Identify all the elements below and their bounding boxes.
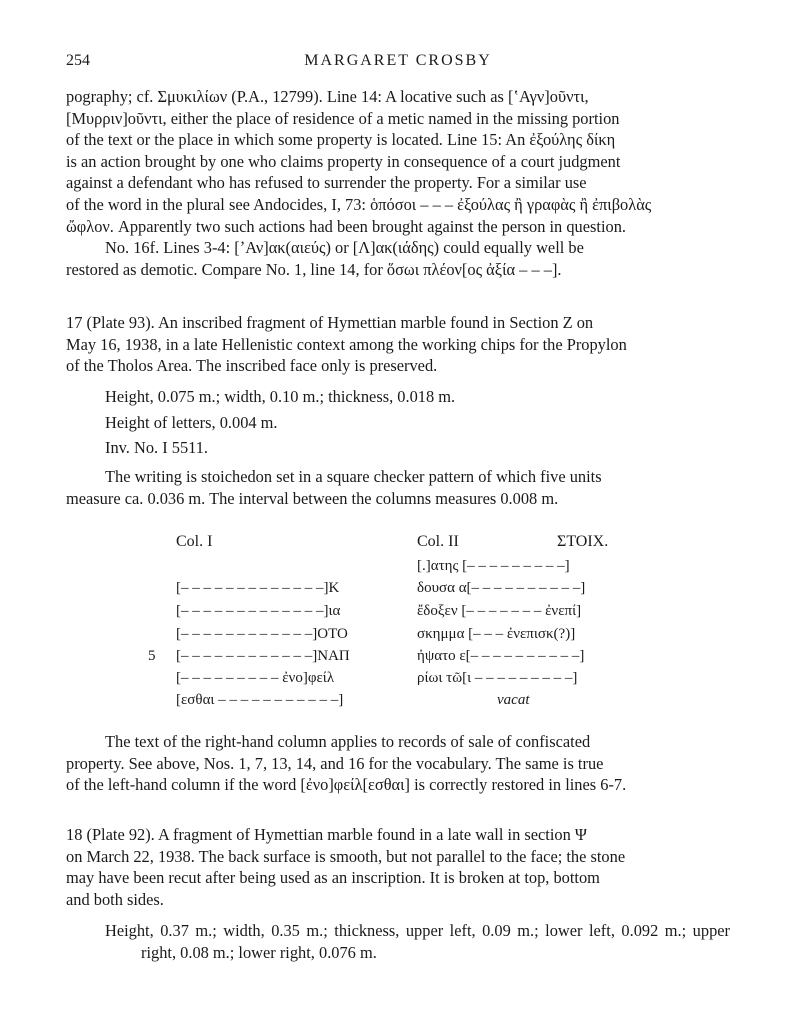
letter-height: Height of letters, 0.004 m. [105,412,278,432]
entry-18-specs [105,920,730,963]
entry-17-stoichedon [66,466,730,509]
column-2-heading: Col. II [417,533,459,550]
text-line: against a defendant who has refused to surrender the property. For a similar use [66,173,587,193]
col1-line: [εσθαι – – – – – – – – – – –] [176,692,344,708]
entry-17-intro [66,312,730,377]
page-header [66,52,730,74]
stoichedon-heading: ΣΤΟΙΧ. [557,533,609,550]
text-line: No. 16f. Lines 3-4: [ʼΑν]ακ(αιεύς) or [Λ]ακ(ιάδης) could equally well be [105,238,584,258]
col1-line: [– – – – – – – – – – – –]ΟΤΟ [176,626,348,642]
paragraph-commentary-16 [66,86,730,280]
dimensions: Height, 0.075 m.; width, 0.10 m.; thickness, 0.018 m. [105,387,456,406]
col1-line: [– – – – – – – – – – – – –]Κ [176,580,340,596]
entry-17-discussion [66,731,730,796]
text-line: is an action brought by one who claims property in consequence of a court judgment [66,151,621,171]
page-number: 254 [66,52,90,69]
col2-line: ρίωι τῶ[ι – – – – – – – – –] [417,670,578,686]
col2-line: ἠψατο ε[– – – – – – – – – –] [417,648,585,664]
text-line: The text of the right-hand column applies to records of sale of confiscated [105,732,591,751]
line-number: 5 [148,648,156,664]
text-line: may have been recut after being used as an inscription. It is broken at top, bottom [66,868,600,888]
text-line: pography; cf. Σμυκιλίων (P.A., 12799). Line 14: A locative such as [ʽΑγν]οῦντι, [66,87,589,106]
text-line: of the text or the place in which some property is located. Line 15: An ἐξούλης δίκη [66,130,616,150]
text-line: of the word in the plural see Andocides, I, 73: ὁπόσοι – – – ἐξούλας ἢ γραφὰς ἢ ἐπιβολὰς [66,194,652,214]
text-line: of the Tholos Area. The inscribed face only is preserved. [66,356,438,376]
text-line: 18 (Plate 92). A fragment of Hymettian marble found in a late wall in section Ψ [66,825,587,844]
text-line: [Μυρριν]οῦντι, either the place of residence of a metic named in the missing portion [66,108,620,128]
entry-18-intro [66,824,730,910]
dimensions: Height, 0.37 m.; width, 0.35 m.; thickness, upper left, 0.09 m.; lower left, 0.092 m.; upper right, 0.08 m.; lower right, 0.076 m. [105,921,730,962]
text-line: 17 (Plate 93). An inscribed fragment of Hymettian marble found in Section Z on [66,313,594,332]
text-line: property. See above, Nos. 1, 7, 13, 14, and 16 for the vocabulary. The same is true [66,753,604,773]
text-line: The writing is stoichedon set in a square checker pattern of which five units [105,467,602,486]
vacat-label: vacat [497,692,530,708]
text-line: of the left-hand column if the word [ἐνο]φείλ[εσθαι] is correctly restored in lines 6-7. [66,775,627,795]
col1-line: [– – – – – – – – – – – –]ΝΑΠ [176,648,350,664]
inventory-number: Inv. No. I 5511. [105,438,209,457]
text-line: May 16, 1938, in a late Hellenistic context among the working chips for the Propylon [66,334,627,354]
col2-line: ἔδοξεν [– – – – – – – ἐνεπί] [417,603,582,619]
text-line: ὤφλον. Apparently two such actions had been brought against the person in question. [66,216,626,236]
column-1-heading: Col. I [176,533,213,550]
running-head: MARGARET CROSBY [304,52,492,69]
text-line: and both sides. [66,889,164,909]
text-line: measure ca. 0.036 m. The interval between the columns measures 0.008 m. [66,488,559,508]
col1-line: [– – – – – – – – – – – – –]ια [176,603,341,619]
col2-line: [.]ατης [– – – – – – – – –] [417,558,570,574]
col2-line: δουσα α[– – – – – – – – – –] [417,580,586,596]
col1-line: [– – – – – – – – – ἐνο]φείλ [176,670,335,686]
text-line: on March 22, 1938. The back surface is smooth, but not parallel to the face; the stone [66,846,626,866]
text-line: restored as demotic. Compare No. 1, line 14, for ὅσωι πλέον[ος ἀξία – – –]. [66,259,562,279]
entry-17-specs [105,384,455,461]
col2-line: σκημμα [– – – ἐνεπισκ(?)] [417,626,576,642]
